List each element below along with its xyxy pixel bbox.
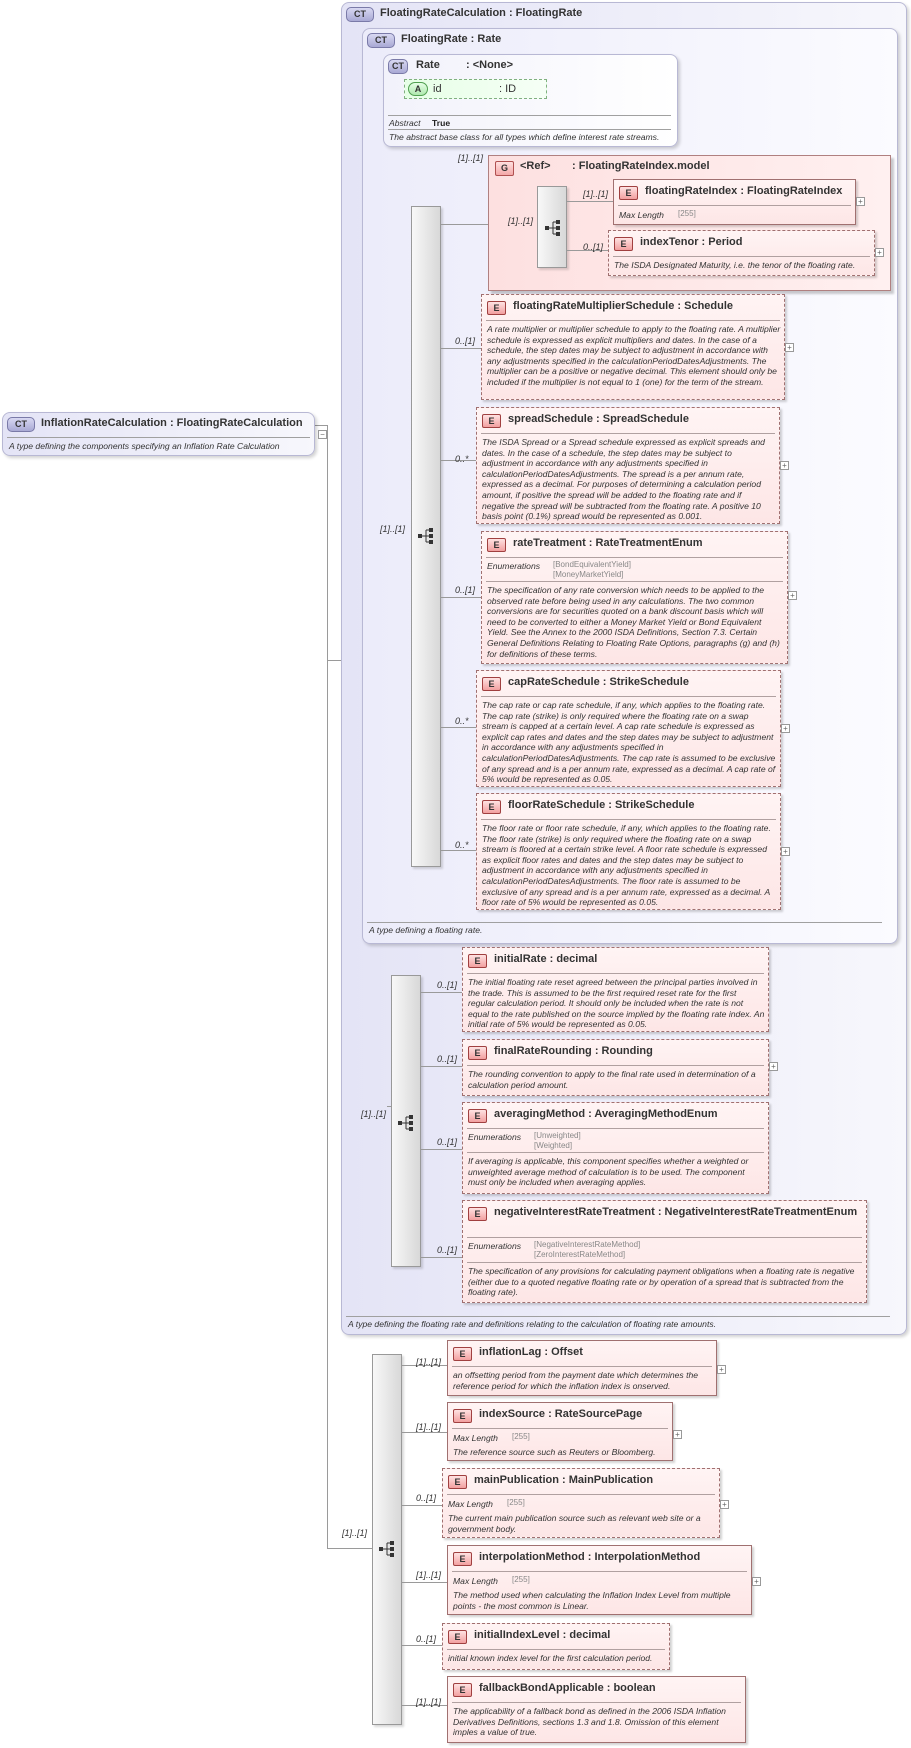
element-badge: E (468, 1109, 487, 1123)
element-interpolation-method[interactable] (447, 1545, 752, 1615)
connector (387, 1106, 391, 1107)
divider (452, 1571, 747, 1572)
connector (567, 201, 613, 202)
sequence-compositor[interactable] (372, 1354, 402, 1725)
element-description: initial known index level for the first calculation period. (448, 1653, 653, 1663)
element-initial-rate[interactable] (462, 947, 769, 1032)
connector (327, 425, 328, 1548)
element-title: initialIndexLevel : decimal (474, 1629, 611, 1641)
element-badge: E (468, 954, 487, 968)
element-fallback-bond-applicable[interactable] (447, 1676, 746, 1743)
facet-value: [Weighted] (534, 1141, 573, 1150)
collapse-icon[interactable]: − (318, 430, 327, 439)
element-description: The reference source such as Reuters or Bloomberg. (453, 1447, 656, 1457)
cardinality: [1]..[1] (361, 1109, 387, 1119)
element-badge: E (468, 1207, 487, 1221)
element-description: The specification of any provisions for calculating payment obligations when a floating rate is negative (either due to a quoted negative floating rate or by operation of a spread that is subtracted from the floating rate). (468, 1266, 855, 1298)
attribute-badge: A (408, 82, 428, 96)
sequence-icon (397, 1114, 415, 1132)
element-description: The cap rate or cap rate schedule, if any, which applies to the floating rate. The cap rate (strike) is only required where the floating rate on a swap stream is capped at a certain level. A cap rate schedule is expressed as explicit cap rates and dates and the step dates may be subject to adjustment in accordance with any adjustments specified in calculationPeriodDatesAdjustments. The cap rate is assumed to be exclusive of any spread and is a per annum rate, expressed as a decimal. A cap rate of 5% would be represented as 0.05. (482, 700, 776, 785)
element-description: The initial floating rate reset agreed between the principal parties involved in the trade. This is assumed to be the first required reset rate for the first regular calculation period. It should only be included when the rate is not equal to the rate published on the source implied by the floating rate index. An initial rate of 5% would be represented as 0.05. (468, 977, 765, 1030)
cardinality: 0..[1] (455, 336, 476, 346)
element-badge: E (487, 301, 506, 315)
divider (613, 256, 870, 257)
element-badge: E (453, 1683, 472, 1697)
group-title-type: : FloatingRateIndex.model (572, 160, 710, 172)
element-index-source[interactable] (447, 1402, 673, 1461)
root-type-description: A type defining the components specifying an Inflation Rate Calculation (9, 441, 280, 451)
element-floating-rate-multiplier-schedule[interactable] (481, 294, 785, 400)
divider (481, 433, 775, 434)
connector (402, 1505, 442, 1506)
expand-icon[interactable]: + (875, 248, 884, 257)
divider (467, 1065, 764, 1066)
divider (481, 696, 776, 697)
element-badge: E (614, 237, 633, 251)
expand-icon[interactable]: + (720, 1500, 729, 1509)
divider (452, 1428, 668, 1429)
element-badge: E (482, 800, 501, 814)
facet-value: [255] (678, 209, 696, 218)
element-title: floorRateSchedule : StrikeSchedule (508, 799, 695, 811)
element-badge: E (448, 1630, 467, 1644)
cardinality: [1]..[1] (458, 153, 484, 163)
complex-type-badge: CT (367, 33, 395, 48)
divider (618, 205, 851, 206)
sequence-icon (378, 1540, 396, 1558)
group-badge: G (495, 161, 514, 176)
facet-value: [BondEquivalentYield] (553, 560, 631, 569)
facet-value: [255] (512, 1575, 530, 1584)
element-final-rate-rounding[interactable] (462, 1039, 769, 1096)
root-type-box[interactable] (2, 412, 315, 456)
element-title: averagingMethod : AveragingMethodEnum (494, 1108, 718, 1120)
element-title: inflationLag : Offset (479, 1346, 583, 1358)
cardinality: [1]..[1] (416, 1422, 442, 1432)
divider (388, 115, 671, 116)
divider (7, 437, 310, 438)
expand-icon[interactable]: + (769, 1062, 778, 1071)
cardinality: 0..* (455, 454, 469, 464)
sequence-compositor[interactable] (391, 975, 421, 1267)
cardinality: 0..[1] (416, 1634, 437, 1644)
divider (467, 1152, 764, 1153)
frc-description: A type defining the floating rate and definitions relating to the calculation of floating rate amounts. (348, 1319, 717, 1329)
element-title: floatingRateIndex : FloatingRateIndex (645, 185, 843, 197)
cardinality: 0..[1] (437, 1054, 458, 1064)
element-description: The rounding convention to apply to the final rate used in determination of a calculation period amount. (468, 1069, 756, 1090)
element-description: The ISDA Spread or a Spread schedule expressed as explicit spreads and dates. In the case of a schedule, the step dates may be subject to adjustment in accordance with any adjustments specified in calculationPeriodDatesAdjustments. The spread is a per annum rate, expressed as a decimal. For purposes of determining a calculation period amount, if positive the spread will be added to the floating rate and if negative the spread will be subtracted from the floating rate. A positive 10 basis point (0.1%) spread would be represented as 0.001. (482, 437, 765, 522)
element-badge: E (453, 1347, 472, 1361)
expand-icon[interactable]: + (673, 1430, 682, 1439)
element-description: If averaging is applicable, this component specifies whether a weighted or unweighted average method of calculation is to be used. The component must only be included when averaging applies. (468, 1156, 749, 1188)
cardinality: 0..[1] (583, 242, 604, 252)
facet-value: [255] (512, 1432, 530, 1441)
facet-value: [Unweighted] (534, 1131, 581, 1140)
fr-description: A type defining a floating rate. (369, 925, 483, 935)
cardinality: [1]..[1] (416, 1697, 442, 1707)
facet-value: [MoneyMarketYield] (553, 570, 624, 579)
facet-label: Enumerations (487, 561, 541, 571)
cardinality: 0..[1] (437, 1137, 458, 1147)
facet-label: Enumerations (468, 1241, 522, 1251)
divider (452, 1702, 741, 1703)
connector (441, 597, 481, 598)
connector (402, 1645, 442, 1646)
element-title: interpolationMethod : InterpolationMethod (479, 1551, 701, 1563)
rate-description: The abstract base class for all types which define interest rate streams. (389, 132, 660, 142)
element-title: initialRate : decimal (494, 953, 598, 965)
cardinality: 0..[1] (416, 1493, 437, 1503)
cardinality: [1]..[1] (416, 1357, 442, 1367)
expand-icon[interactable]: + (856, 197, 865, 206)
element-title: rateTreatment : RateTreatmentEnum (513, 537, 703, 549)
element-floor-rate-schedule[interactable] (476, 793, 781, 910)
cardinality: 0..* (455, 840, 469, 850)
element-cap-rate-schedule[interactable] (476, 670, 781, 787)
element-spread-schedule[interactable] (476, 407, 780, 524)
connector (421, 1066, 462, 1067)
sequence-icon (544, 219, 562, 237)
cardinality: [1]..[1] (380, 524, 406, 534)
complex-type-badge: CT (346, 7, 374, 22)
cardinality: 0..[1] (455, 585, 476, 595)
connector (441, 850, 476, 851)
connector (402, 1582, 447, 1583)
abstract-label: Abstract (389, 118, 421, 128)
group-title: <Ref> (520, 160, 551, 172)
attribute-type: : ID (499, 83, 517, 95)
element-initial-index-level[interactable] (442, 1623, 670, 1670)
facet-label: Max Length (619, 210, 664, 220)
connector (421, 1257, 462, 1258)
element-title: capRateSchedule : StrikeSchedule (508, 676, 689, 688)
expand-icon[interactable]: + (781, 847, 790, 856)
element-description: The specification of any rate conversion which needs to be applied to the observed rate before being used in any calculations. The two common conversions are for securities quoted on a bank discount basis which will need to be converted to either a Money Market Yield or Bond Equivalent Yield. See the Annex to the 2000 ISDA Definitions, Section 7.3. Certain General Definitions Relating to Floating Rate Options, paragraphs (g) and (h) for definitions of these terms. (487, 585, 780, 659)
frc-title: FloatingRateCalculation : FloatingRate (380, 7, 583, 19)
cardinality: [1]..[1] (342, 1528, 368, 1538)
sequence-compositor[interactable] (411, 206, 441, 867)
expand-icon[interactable]: + (752, 1577, 761, 1586)
abstract-value: True (432, 118, 451, 128)
divider (467, 1237, 862, 1238)
element-badge: E (482, 414, 501, 428)
facet-label: Enumerations (468, 1132, 522, 1142)
element-badge: E (453, 1552, 472, 1566)
element-description: A rate multiplier or multiplier schedule to apply to the floating rate. A multiplier schedule is expressed as explicit multipliers and dates. In the case of a schedule, the step dates may be subject to adjustment in accordance with any adjustments specified in the calculationPeriodDatesAdjustments. The multiplier can be a positive or negative decimal. This element should only be included if the multiplier is not equal to 1 (one) for the term of the stream. (487, 324, 781, 387)
root-type-title: InflationRateCalculation : FloatingRateCalculation (41, 417, 303, 429)
divider (467, 973, 764, 974)
expand-icon[interactable]: + (717, 1365, 726, 1374)
element-description: The method used when calculating the Inflation Index Level from multiple points - the most common is Linear. (453, 1590, 731, 1611)
complex-type-badge: CT (388, 59, 408, 74)
expand-icon[interactable]: + (781, 724, 790, 733)
rate-title-type: : <None> (466, 59, 514, 71)
element-main-publication[interactable] (442, 1468, 720, 1538)
connector (421, 1149, 462, 1150)
element-badge: E (468, 1046, 487, 1060)
expand-icon[interactable]: + (785, 343, 794, 352)
divider (452, 1366, 712, 1367)
connector (441, 727, 476, 728)
cardinality: 0..[1] (437, 980, 458, 990)
rate-box (383, 54, 678, 147)
facet-label: Max Length (453, 1576, 498, 1586)
element-badge: E (482, 677, 501, 691)
connector (327, 660, 342, 661)
facet-label: Max Length (448, 1499, 493, 1509)
divider (388, 129, 671, 130)
element-floating-rate-index[interactable] (613, 179, 856, 225)
divider (486, 557, 783, 558)
element-title: floatingRateMultiplierSchedule : Schedule (513, 300, 734, 312)
divider (447, 1649, 665, 1650)
element-rate-treatment[interactable] (481, 531, 788, 664)
id-attribute[interactable] (404, 79, 547, 99)
divider (481, 819, 776, 820)
connector (441, 224, 488, 225)
divider (467, 1262, 862, 1263)
rate-title: Rate (416, 59, 440, 71)
element-description: The floor rate or floor rate schedule, if any, which applies to the floating rate. The floor rate (strike) is only required where the floating rate on a swap stream is floored at a certain strike level. A floor rate schedule is expressed as explicit floor rates and dates and the step dates may be subject to adjustment in accordance with any adjustments specified in calculationPeriodDatesAdjustments. The floor rate is assumed to be exclusive of any spread and is a per annum rate, expressed as a decimal. A floor rate of 5% would be represented as 0.05. (482, 823, 771, 908)
divider (346, 1316, 890, 1317)
cardinality: 0..* (455, 716, 469, 726)
connector (327, 1548, 365, 1549)
connector (402, 1432, 447, 1433)
element-badge: E (448, 1475, 467, 1489)
element-description: an offsetting period from the payment date which determines the reference period for which the inflation index is onserved. (453, 1370, 699, 1391)
element-negative-interest-rate-treatment[interactable] (462, 1200, 867, 1303)
facet-value: [ZeroInterestRateMethod] (534, 1250, 626, 1259)
element-description: The applicability of a fallback bond as defined in the 2006 ISDA Inflation Derivatives Definitions, sections 1.3 and 1.8. Omission of this element imples a value of true. (453, 1706, 726, 1738)
element-averaging-method[interactable] (462, 1102, 769, 1194)
element-title: fallbackBondApplicable : boolean (479, 1682, 656, 1694)
element-title: spreadSchedule : SpreadSchedule (508, 413, 689, 425)
element-title: indexSource : RateSourcePage (479, 1408, 643, 1420)
divider (367, 922, 882, 923)
connector (421, 992, 462, 993)
cardinality: [1]..[1] (583, 189, 609, 199)
cardinality: [1]..[1] (416, 1570, 442, 1580)
choice-compositor[interactable] (537, 186, 567, 268)
element-description: The current main publication source such as relevant web site or a government body. (448, 1513, 701, 1534)
element-title: negativeInterestRateTreatment : NegativeInterestRateTreatmentEnum (494, 1206, 858, 1218)
element-description: The ISDA Designated Maturity, i.e. the tenor of the floating rate. (614, 260, 856, 270)
divider (467, 1128, 764, 1129)
facet-value: [NegativeInterestRateMethod] (534, 1240, 641, 1249)
element-badge: E (619, 186, 638, 200)
attribute-name: id (433, 83, 442, 95)
connector (365, 1548, 372, 1549)
cardinality: 0..[1] (437, 1245, 458, 1255)
divider (486, 581, 783, 582)
element-index-tenor[interactable] (608, 230, 875, 276)
element-title: indexTenor : Period (640, 236, 743, 248)
divider (447, 1494, 715, 1495)
expand-icon[interactable]: + (780, 461, 789, 470)
connector (441, 348, 481, 349)
fr-title: FloatingRate : Rate (401, 33, 502, 45)
element-badge: E (453, 1409, 472, 1423)
complex-type-badge: CT (7, 417, 35, 432)
sequence-icon (417, 527, 435, 545)
divider (486, 320, 780, 321)
cardinality: [1]..[1] (508, 216, 534, 226)
element-title: finalRateRounding : Rounding (494, 1045, 653, 1057)
element-badge: E (487, 538, 506, 552)
element-inflation-lag[interactable] (447, 1340, 717, 1396)
element-title: mainPublication : MainPublication (474, 1474, 654, 1486)
facet-label: Max Length (453, 1433, 498, 1443)
expand-icon[interactable]: + (788, 591, 797, 600)
facet-value: [255] (507, 1498, 525, 1507)
